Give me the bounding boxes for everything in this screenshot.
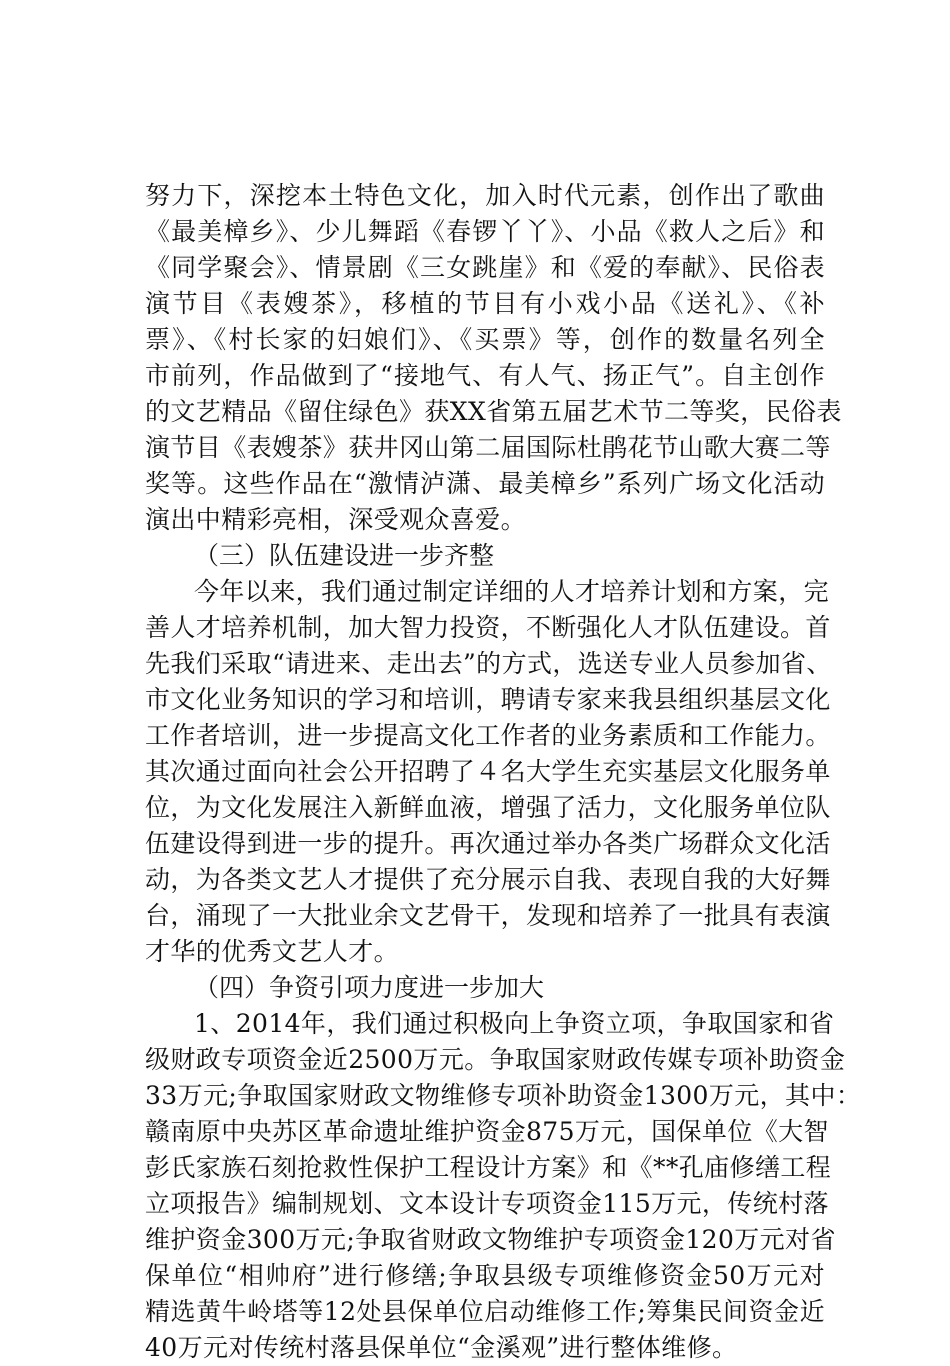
body-line: 动，为各类文艺人才提供了充分展示自我、表现自我的大好舞	[145, 865, 831, 894]
body-line: 其次通过面向社会公开招聘了４名大学生充实基层文化服务单	[145, 757, 831, 786]
body-line: 台，涌现了一大批业余文艺骨干，发现和培养了一批具有表演	[145, 901, 831, 930]
body-line: 立项报告》编制规划、文本设计专项资金115万元，传统村落	[145, 1189, 829, 1218]
body-line: 1、2014年，我们通过积极向上争资立项，争取国家和省	[194, 1009, 835, 1038]
body-line: 赣南原中央苏区革命遗址维护资金875万元，国保单位《大智	[145, 1117, 829, 1146]
body-line: 演节目《表嫂茶》，移植的节目有小戏小品《送礼》、《补	[145, 289, 825, 318]
body-line: 善人才培养机制，加大智力投资，不断强化人才队伍建设。首	[145, 613, 831, 642]
body-line: 先我们采取“请进来、走出去”的方式，选送专业人员参加省、	[145, 649, 832, 678]
body-line: 彭氏家族石刻抢救性保护工程设计方案》和《**孔庙修缮工程	[145, 1153, 832, 1182]
body-line: 努力下，深挖本土特色文化，加入时代元素，创作出了歌曲	[145, 181, 825, 210]
body-line: 票》、《村长家的妇娘们》、《买票》等，创作的数量名列全	[145, 325, 825, 354]
body-line: 才华的优秀文艺人才。	[145, 937, 400, 966]
body-line: 级财政专项资金近2500万元。争取国家财政传媒专项补助资金	[145, 1045, 846, 1074]
section-heading-4: （四）争资引项力度进一步加大	[194, 973, 545, 1002]
body-line: 今年以来，我们通过制定详细的人才培养计划和方案，完	[194, 577, 830, 606]
body-line: 演出中精彩亮相，深受观众喜爱。	[145, 505, 527, 534]
body-line: 40万元对传统村落县保单位“金溪观”进行整体维修。	[145, 1333, 738, 1362]
section-heading-3: （三）队伍建设进一步齐整	[194, 541, 495, 570]
body-line: 《同学聚会》、情景剧《三女跳崖》和《爱的奉献》、民俗表	[145, 253, 825, 282]
body-line: 演节目《表嫂茶》获井冈山第二届国际杜鹃花节山歌大赛二等	[145, 433, 831, 462]
body-line: 市前列，作品做到了“接地气、有人气、扬正气”。自主创作	[145, 361, 825, 390]
body-line: 奖等。这些作品在“激情泸潇、最美樟乡”系列广场文化活动	[145, 469, 825, 498]
body-line: 《最美樟乡》、少儿舞蹈《春锣丫丫》、小品《救人之后》和	[145, 217, 825, 246]
body-line: 市文化业务知识的学习和培训，聘请专家来我县组织基层文化	[145, 685, 831, 714]
body-line: 33万元;争取国家财政文物维修专项补助资金1300万元，其中：	[145, 1081, 862, 1110]
body-line: 位，为文化发展注入新鲜血液，增强了活力，文化服务单位队	[145, 793, 831, 822]
body-line: 的文艺精品《留住绿色》获XX省第五届艺术节二等奖，民俗表	[145, 397, 842, 426]
body-line: 维护资金300万元;争取省财政文物维护专项资金120万元对省	[145, 1225, 836, 1254]
body-line: 精选黄牛岭塔等12处县保单位启动维修工作;筹集民间资金近	[145, 1297, 825, 1326]
body-line: 伍建设得到进一步的提升。再次通过举办各类广场群众文化活	[145, 829, 831, 858]
body-line: 工作者培训，进一步提高文化工作者的业务素质和工作能力。	[145, 721, 831, 750]
body-line: 保单位“相帅府”进行修缮;争取县级专项维修资金50万元对	[145, 1261, 825, 1290]
